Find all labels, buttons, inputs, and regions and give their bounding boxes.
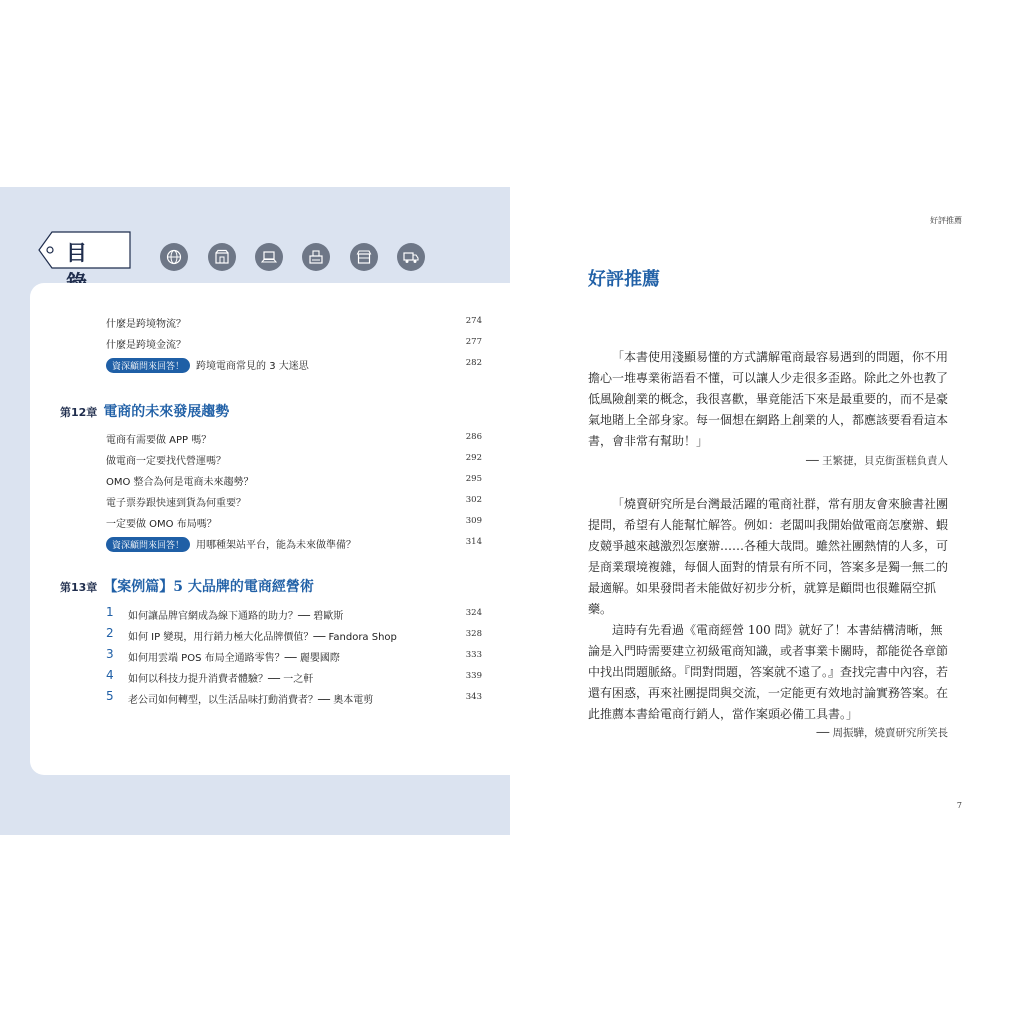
toc-entry-text: 電子票券跟快速到貨為何重要？ [106, 498, 246, 509]
toc-entry-page: 282 [465, 358, 482, 368]
toc-entry-text: 什麼是跨境物流？ [106, 319, 186, 330]
toc-entry-page: 333 [465, 650, 482, 660]
toc-entry-page: 339 [465, 671, 482, 681]
case-number: 1 [106, 605, 114, 619]
testimonial-1-signature: ── 王繁捷，貝克街蛋糕負責人 [806, 455, 948, 467]
toc-entry-text: 用哪種架站平台，能為未來做準備？ [196, 540, 357, 551]
toc-entry-page: 328 [465, 629, 482, 639]
case-entry[interactable] [106, 605, 482, 623]
case-number: 5 [106, 689, 114, 703]
chapter-title: 【案例篇】5 大品牌的電商經營術 [103, 579, 314, 595]
laptop-icon [255, 243, 283, 271]
recommendation-page [512, 187, 1024, 835]
toc-entry[interactable] [106, 471, 482, 489]
toc-entry-advisor[interactable] [106, 534, 482, 552]
case-number: 2 [106, 626, 114, 640]
toc-entry-text: 做電商一定要找代營運嗎？ [106, 456, 226, 467]
chapter-title: 電商的未來發展趨勢 [103, 404, 230, 420]
toc-page [0, 187, 510, 835]
case-entry[interactable] [106, 689, 482, 707]
toc-entry-text: 如何 IP 變現，用行銷力極大化品牌價值？── Fandora Shop [128, 632, 397, 643]
toc-title: 目 [66, 240, 97, 265]
toc-entry[interactable] [106, 429, 482, 447]
toc-entry-page: 277 [465, 337, 482, 347]
case-entry[interactable] [106, 668, 482, 686]
toc-tag [38, 231, 132, 269]
page-title: 好評推薦 [588, 269, 660, 290]
testimonial-2-part2: 這時有先看過《電商經營 100 問》就好了！本書結構清晰，無論是入門時需要建立初級電商知識，或者事業卡關時，都能從各章節中找出問題脈絡。『問對問題，答案就不遠了。』查找完書中內容，若還有困惑，再來社團提問與交流，一定能更有效地討論實務答案。在此推薦本書給電商行銷人，當作案頭必備工具書。」 [588, 623, 949, 721]
globe-icon [160, 243, 188, 271]
toc-entry-advisor[interactable] [106, 355, 482, 373]
toc-entry-page: 309 [465, 516, 482, 526]
register-icon [302, 243, 330, 271]
chapter-13-heading[interactable] [60, 576, 314, 596]
toc-entry-page: 286 [465, 432, 482, 442]
toc-entry-text: 如何用雲端 POS 布局全通路零售？── 麗嬰國際 [128, 653, 340, 664]
toc-entry[interactable] [106, 450, 482, 468]
case-entry[interactable] [106, 647, 482, 665]
toc-entry-page: 314 [465, 537, 482, 547]
toc-entry-text: 老公司如何轉型，以生活品味打動消費者？── 奧本電剪 [128, 695, 374, 706]
toc-list [30, 283, 510, 775]
case-entry[interactable] [106, 626, 482, 644]
running-head: 好評推薦 [930, 216, 962, 225]
toc-entry-text: OMO 整合為何是電商未來趨勢？ [106, 477, 254, 488]
testimonial-1: 「本書使用淺顯易懂的方式講解電商最容易遇到的問題，你不用擔心一堆專業術語看不懂，可以讓人少走很多歪路。除此之外也教了低風險創業的概念，我很喜歡，畢竟能活下來是最重要的，而不是豪氣地賭上全部身家。每一個想在網路上創業的人，都應該要看看這本書，會非常有幫助！」 [588, 350, 949, 448]
toc-entry[interactable] [106, 313, 482, 331]
case-number: 4 [106, 668, 114, 682]
chapter-number: 第12章 [60, 406, 98, 419]
shop-icon [208, 243, 236, 271]
toc-entry[interactable] [106, 334, 482, 352]
toc-entry[interactable] [106, 513, 482, 531]
page-number: 7 [956, 801, 962, 810]
testimonial-2-signature: ── 周振驊，燒賣研究所笑長 [816, 727, 948, 739]
chapter-number: 第13章 [60, 581, 98, 594]
toc-entry-text: 一定要做 OMO 布局嗎？ [106, 519, 217, 530]
toc-entry-page: 295 [465, 474, 482, 484]
toc-entry-text: 電商有需要做 APP 嗎？ [106, 435, 212, 446]
toc-entry-page: 274 [465, 316, 482, 326]
testimonial-2-part1: 「燒賣研究所是台灣最活躍的電商社群，常有朋友會來臉書社團提問，希望有人能幫忙解答。例如：老闆叫我開始做電商怎麼辦、蝦皮競爭越來越激烈怎麼辦……各種大哉問。雖然社團熱情的人多，可是商業環境複雜，每個人面對的情景有所不同，答案多是獨一無二的最適解。如果發問者未能做好初步分析，就算是顧問也很難隔空抓藥。 [588, 497, 949, 616]
advisor-badge: 資深顧問來回答！ [106, 537, 190, 552]
toc-entry-text: 跨境電商常見的 3 大迷思 [196, 361, 309, 372]
case-number: 3 [106, 647, 114, 661]
advisor-badge: 資深顧問來回答！ [106, 358, 190, 373]
chapter-12-heading[interactable] [60, 401, 229, 421]
toc-entry[interactable] [106, 492, 482, 510]
toc-entry-page: 343 [465, 692, 482, 702]
toc-entry-page: 302 [465, 495, 482, 505]
toc-entry-text: 如何讓品牌官網成為線下通路的助力？── 碧歐斯 [128, 611, 344, 622]
toc-entry-page: 324 [465, 608, 482, 618]
toc-entry-text: 如何以科技力提升消費者體驗？── 一之軒 [128, 674, 314, 685]
book-spread [0, 187, 1024, 835]
truck-icon [397, 243, 425, 271]
toc-entry-text: 什麼是跨境金流？ [106, 340, 186, 351]
store-icon [350, 243, 378, 271]
toc-entry-page: 292 [465, 453, 482, 463]
